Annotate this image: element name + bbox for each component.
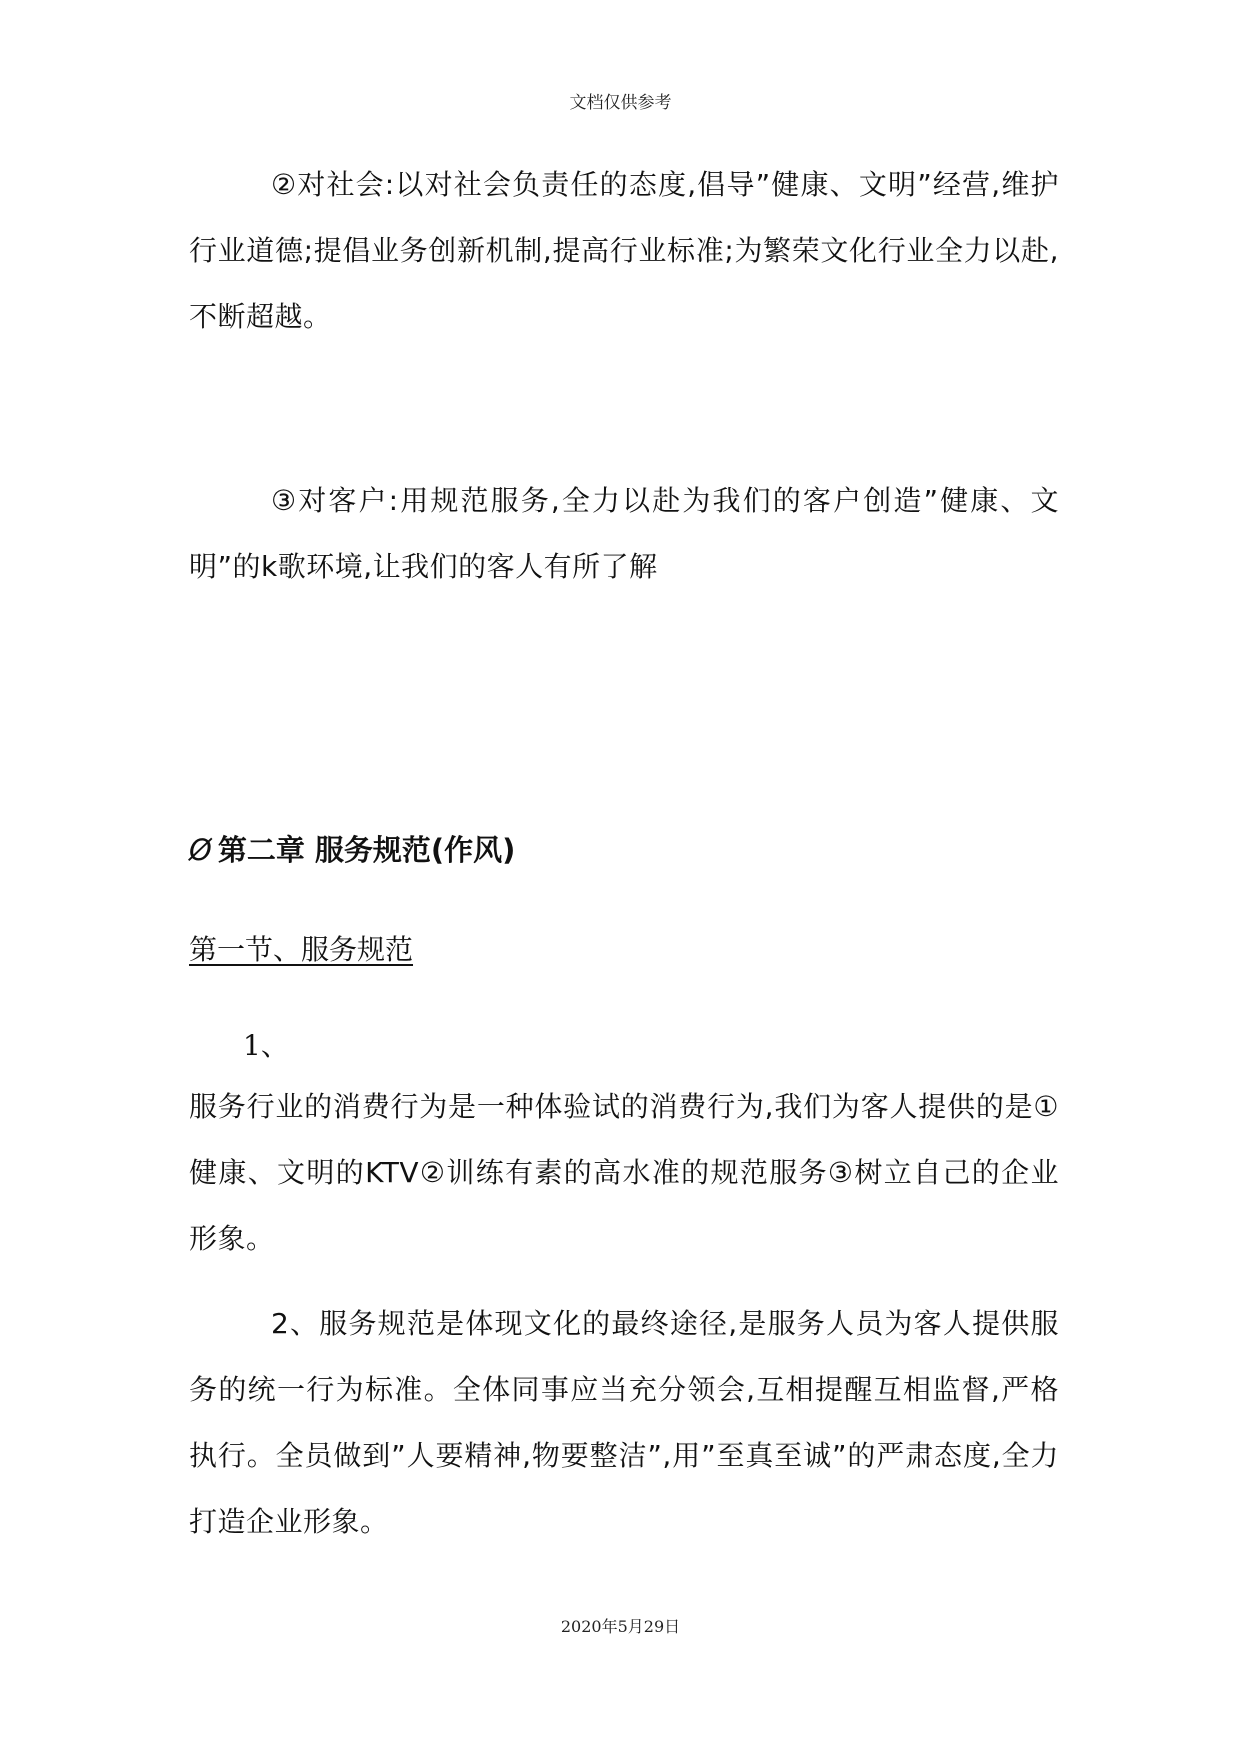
item-1-text: 服务行业的消费行为是一种体验试的消费行为,我们为客人提供的是①健康、文明的KTV②训练有素的高水准的规范服务③树立自己的企业形象。 — [189, 1090, 1059, 1255]
chapter-title: 第二章 服务规范(作风) — [217, 833, 516, 867]
paragraph-society: ②对社会:以对社会负责任的态度,倡导”健康、文明”经营,维护行业道德;提倡业务创新机制,提高行业标准;为繁荣文化行业全力以赴,不断超越。 — [189, 168, 1059, 333]
bullet-glyph: Ø — [189, 833, 212, 867]
item-1-number: 1、 — [243, 1029, 289, 1062]
page-header: 文档仅供参考 — [569, 93, 672, 113]
section-title: 第一节、服务规范 — [189, 933, 414, 966]
paragraph-customer: ③对客户:用规范服务,全力以赴为我们的客户创造”健康、文明”的k歌环境,让我们的客人有所了解 — [189, 484, 1059, 583]
page-footer-date: 2020年5月29日 — [560, 1617, 681, 1636]
item-2-text: 2、服务规范是体现文化的最终途径,是服务人员为客人提供服务的统一行为标准。全体同事应当充分领会,互相提醒互相监督,严格执行。全员做到”人要精神,物要整洁”,用”至真至诚”的严肃态度,全力打造企业形象。 — [189, 1307, 1059, 1538]
chapter-heading — [189, 826, 515, 874]
